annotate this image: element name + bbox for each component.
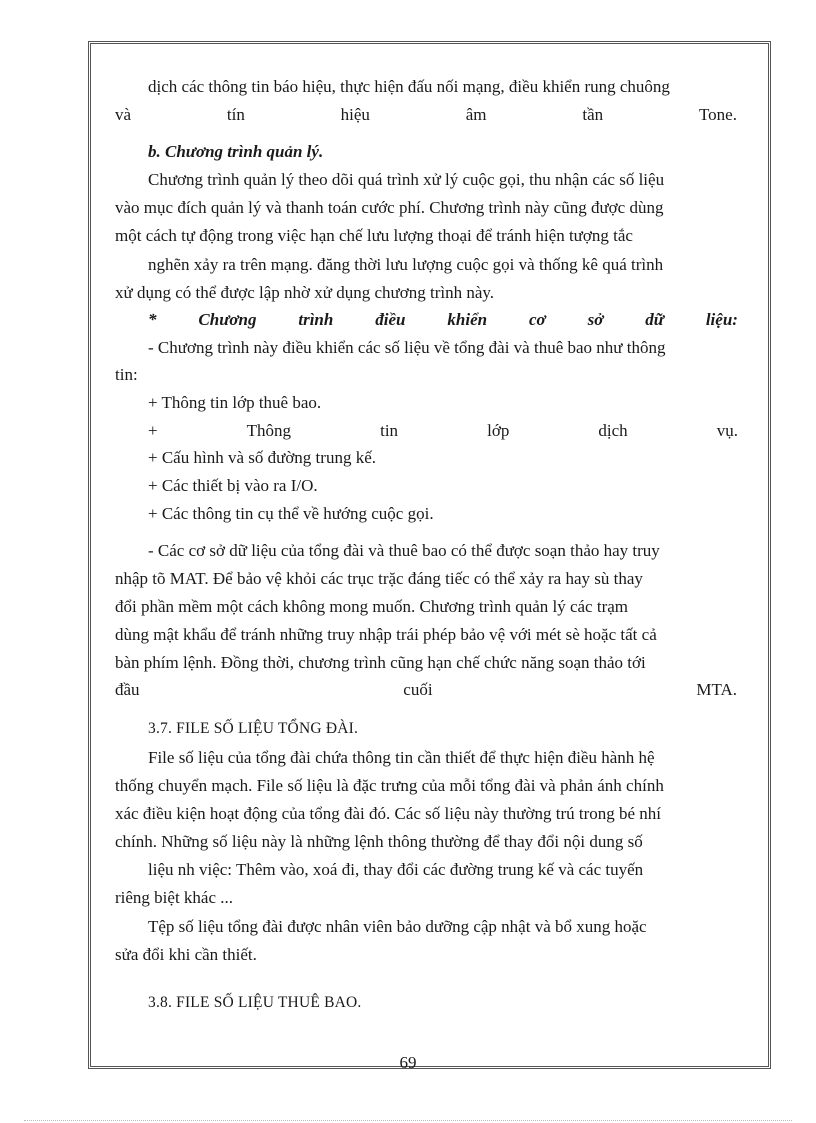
text-line: liệu nh việc: Thêm vào, xoá đi, thay đổi các đường trung kế và các tuyến (148, 860, 644, 879)
word: vụ. (716, 421, 738, 440)
word: * (148, 310, 157, 329)
word: MTA. (696, 680, 737, 699)
section-subheading: b. Chương trình quản lý. (148, 142, 324, 161)
text-line: dịch các thông tin báo hiệu, thực hiện đấu nối mạng, điều khiển rung chuông (148, 77, 670, 96)
word: tần (582, 105, 604, 124)
text-line: tin: (115, 365, 138, 384)
list-item: + Cấu hình và số đường trung kế. (148, 448, 376, 467)
word: hiệu (340, 105, 370, 124)
word: dịch (598, 421, 628, 440)
text-line: sửa đổi khi cần thiết. (115, 945, 257, 964)
page-number: 69 (399, 1053, 417, 1072)
text-line: File số liệu của tổng đài chứa thông tin cần thiết để thực hiện điều hành hệ (148, 748, 655, 767)
justified-line (115, 104, 737, 126)
word: Tone. (698, 105, 737, 124)
text-line: nhập tõ MAT. Để bảo vệ khỏi các trục trặc đáng tiếc có thể xảy ra hay sù thay (115, 569, 643, 588)
section-heading: 3.7. FILE SỐ LIỆU TỔNG ĐÀI. (148, 720, 359, 737)
word: tín (226, 105, 245, 124)
justified-line (115, 679, 737, 701)
text-line: Tệp số liệu tổng đài được nhân viên bảo dưỡng cập nhật và bổ xung hoặc (148, 917, 647, 936)
text-line: - Chương trình này điều khiển các số liệu về tổng đài và thuê bao như thông (148, 338, 666, 357)
text-line: thống chuyển mạch. File số liệu là đặc trưng của mỗi tổng đài và phản ánh chính (115, 776, 664, 795)
text-line: vào mục đích quản lý và thanh toán cước phí. Chương trình này cũng được dùng (115, 198, 664, 217)
word: khiển (447, 310, 488, 329)
word: đầu (115, 680, 140, 699)
list-item: + Các thiết bị vào ra I/O. (148, 476, 318, 495)
text-line: xử dụng có thể được lập nhờ xử dụng chương trình này. (115, 283, 495, 302)
list-item: + Các thông tin cụ thể về hướng cuộc gọi. (148, 504, 434, 523)
word: + (148, 421, 158, 440)
word: sở (587, 310, 604, 329)
text-line: dùng mật khẩu để tránh những truy nhập trái phép bảo vệ với mét sè hoặc tất cả (115, 625, 657, 644)
word: cơ (529, 310, 546, 329)
justified-heading (148, 309, 738, 331)
text-line: đổi phần mềm một cách không mong muốn. Chương trình quản lý các trạm (115, 597, 628, 616)
text-line: Chương trình quản lý theo dõi quá trình xử lý cuộc gọi, thu nhận các số liệu (148, 170, 665, 189)
word: âm (465, 105, 487, 124)
text-line: nghẽn xảy ra trên mạng. đăng thời lưu lượng cuộc gọi và thống kê quá trình (148, 255, 664, 274)
text-line: bàn phím lệnh. Đồng thời, chương trình cũng hạn chế chức năng soạn thảo tới (115, 653, 646, 672)
section-heading: 3.8. FILE SỐ LIỆU THUÊ BAO. (148, 994, 362, 1011)
word: cuối (403, 680, 433, 699)
word: trình (298, 310, 334, 329)
text-line: xác điều kiện hoạt động của tổng đài đó. Các số liệu này thường trú trong bé nhí (115, 804, 662, 823)
word: lớp (487, 421, 510, 440)
justified-list-item (148, 420, 738, 442)
bottom-divider (24, 1120, 792, 1121)
word: Thông (246, 421, 292, 440)
list-item: + Thông tin lớp thuê bao. (148, 393, 322, 412)
text-line: riêng biệt khác ... (115, 888, 234, 907)
word: tin (380, 421, 399, 440)
text-line: - Các cơ sở dữ liệu của tổng đài và thuê bao có thể được soạn thảo hay truy (148, 541, 660, 560)
text-line: chính. Những số liệu này là những lệnh thông thường để thay đổi nội dung số (115, 832, 643, 851)
word: điều (375, 310, 406, 329)
word: liệu: (705, 310, 738, 329)
word: Chương (198, 310, 257, 329)
word: dữ (645, 310, 664, 329)
word: và (115, 105, 132, 124)
text-line: một cách tự động trong việc hạn chế lưu lượng thoại để tránh hiện tượng tắc (115, 226, 633, 245)
